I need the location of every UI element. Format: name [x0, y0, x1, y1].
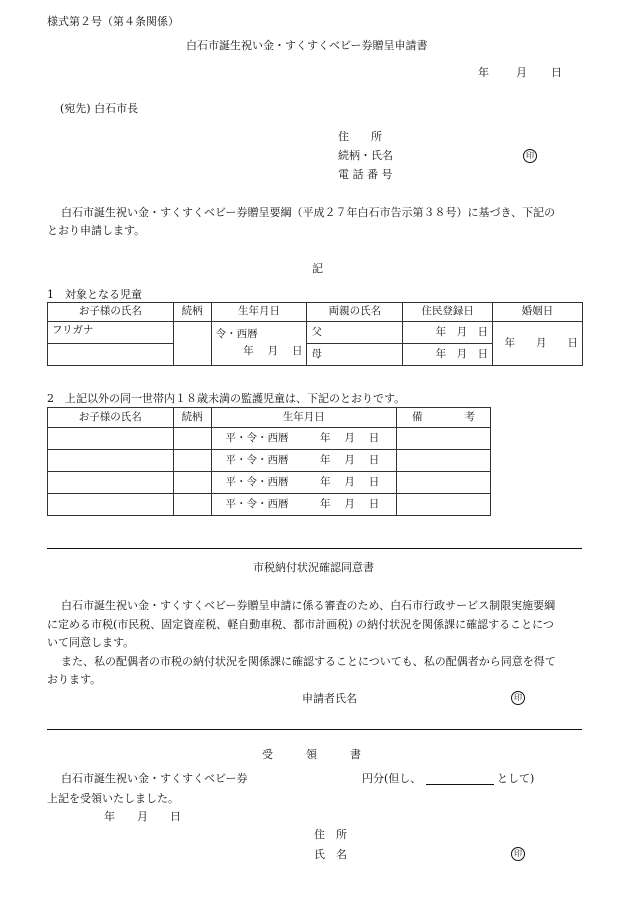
- mother-cell[interactable]: [307, 344, 403, 366]
- target-child-table: [47, 302, 583, 366]
- row-remarks-cell[interactable]: [397, 428, 491, 450]
- date-day: 日: [551, 66, 562, 79]
- row-relation-cell[interactable]: [173, 494, 211, 516]
- consent-line-5: おります。: [47, 673, 102, 686]
- father-reg-date[interactable]: [403, 322, 493, 344]
- col2-relation: 続柄: [173, 408, 211, 428]
- row-birthdate: 平・令・西暦 年 月 日: [225, 453, 380, 466]
- consent-line-1: 白石市誕生祝い金・すくすくベビー券贈呈申請に係る審査のため、白石市行政サービス制限実施要綱: [61, 599, 556, 612]
- col-relation: 続柄: [173, 303, 211, 322]
- birthdate-cell[interactable]: [211, 322, 307, 366]
- father-cell[interactable]: [307, 322, 403, 344]
- seal-icon: 印: [511, 691, 525, 705]
- table-row: [48, 472, 491, 494]
- date-year: 年: [478, 66, 489, 79]
- table-row: [48, 428, 491, 450]
- receipt-purpose-blank[interactable]: [426, 784, 494, 785]
- receipt-date: 年 月 日: [104, 810, 181, 823]
- birth-era: 令・西暦: [215, 328, 258, 341]
- receipt-amount-suffix: として): [497, 772, 535, 785]
- row-birthdate-cell[interactable]: [211, 472, 397, 494]
- consent-line-2: に定める市税(市民税、固定資産税、軽自動車税、都市計画税) の納付状況を関係課に確認することにつ: [47, 618, 554, 631]
- receipt-line-2: 上記を受領いたしました。: [47, 792, 179, 805]
- reg-date-1: 年 月 日: [435, 325, 489, 338]
- document-title: 白石市誕生祝い金・すくすくベビー券贈呈申請書: [186, 39, 428, 52]
- applicant-address-label: 住 所: [338, 130, 382, 143]
- row-relation-cell[interactable]: [173, 472, 211, 494]
- applicant-phone-label: 電 話 番 号: [338, 168, 393, 181]
- row-birthdate: 平・令・西暦 年 月 日: [225, 431, 380, 444]
- col-birthdate: 生年月日: [211, 303, 307, 322]
- reg-date-2: 年 月 日: [435, 347, 489, 360]
- row-remarks-cell[interactable]: [397, 450, 491, 472]
- col2-child-name: お子様の氏名: [48, 408, 174, 428]
- row-birthdate-cell[interactable]: [211, 450, 397, 472]
- intro-line-2: とおり申請します。: [47, 224, 146, 237]
- consent-line-4: また、私の配偶者の市税の納付状況を関係課に確認することについても、私の配偶者から同意を得て: [61, 655, 556, 668]
- child-name-cell[interactable]: [48, 344, 174, 366]
- row-name-cell[interactable]: [48, 494, 174, 516]
- marriage-date: 年 月 日: [504, 336, 578, 349]
- col-marriage-date: 婚姻日: [493, 303, 583, 322]
- row-birthdate-cell[interactable]: [211, 494, 397, 516]
- row-name-cell[interactable]: [48, 450, 174, 472]
- mother-reg-date[interactable]: [403, 344, 493, 366]
- applicant-seal-mark: [523, 149, 537, 163]
- divider-consent: [47, 548, 582, 549]
- consent-signer-label: 申請者氏名: [302, 692, 357, 705]
- date-month: 月: [516, 66, 527, 79]
- table-row: [48, 494, 491, 516]
- col2-birthdate: 生年月日: [211, 408, 397, 428]
- receipt-line-1-left: 白石市誕生祝い金・すくすくベビー券: [61, 772, 248, 785]
- row-birthdate-cell[interactable]: [211, 428, 397, 450]
- father-label: 父: [311, 325, 322, 338]
- birth-ymd: 年 月 日: [243, 345, 303, 357]
- col2-remarks: 備 考: [397, 408, 491, 428]
- receipt-name-label: 氏 名: [314, 848, 347, 861]
- col-child-name: お子様の氏名: [48, 303, 174, 322]
- col-registration-date: 住民登録日: [403, 303, 493, 322]
- section2-heading: 2 上記以外の同一世帯内１８歳未満の監護児童は、下記のとおりです。: [47, 392, 406, 405]
- mother-label: 母: [311, 347, 322, 360]
- receipt-amount-prefix: 円分(但し、: [362, 772, 422, 785]
- consent-title: 市税納付状況確認同意書: [253, 561, 374, 574]
- relation-cell[interactable]: [173, 322, 211, 366]
- seal-icon: 印: [523, 149, 537, 163]
- col-parents: 両親の氏名: [307, 303, 403, 322]
- receipt-seal-mark: [511, 847, 525, 861]
- marriage-date-cell[interactable]: [493, 322, 583, 366]
- form-number: 様式第２号（第４条関係）: [47, 15, 179, 28]
- seal-icon: 印: [511, 847, 525, 861]
- row-remarks-cell[interactable]: [397, 494, 491, 516]
- row-name-cell[interactable]: [48, 428, 174, 450]
- table-row: [48, 450, 491, 472]
- receipt-title: 受 領 書: [262, 748, 361, 761]
- consent-seal-mark: [511, 691, 525, 705]
- row-relation-cell[interactable]: [173, 428, 211, 450]
- applicant-name-label: 続柄・氏名: [338, 149, 393, 162]
- furigana-label: フリガナ: [52, 324, 94, 336]
- row-birthdate: 平・令・西暦 年 月 日: [225, 497, 380, 510]
- row-relation-cell[interactable]: [173, 450, 211, 472]
- row-birthdate: 平・令・西暦 年 月 日: [225, 475, 380, 488]
- consent-line-3: いて同意します。: [47, 636, 135, 649]
- other-children-table: [47, 407, 491, 516]
- row-remarks-cell[interactable]: [397, 472, 491, 494]
- furigana-cell[interactable]: [48, 322, 174, 344]
- receipt-address-label: 住 所: [314, 828, 347, 841]
- row-name-cell[interactable]: [48, 472, 174, 494]
- addressee: (宛先) 白石市長: [60, 102, 139, 115]
- section1-heading: 1 対象となる児童: [47, 288, 142, 301]
- ki-heading: 記: [312, 262, 323, 275]
- intro-line-1: 白石市誕生祝い金・すくすくベビー券贈呈要綱（平成２７年白石市告示第３８号）に基づき、下記の: [61, 206, 556, 219]
- divider-receipt: [47, 729, 582, 730]
